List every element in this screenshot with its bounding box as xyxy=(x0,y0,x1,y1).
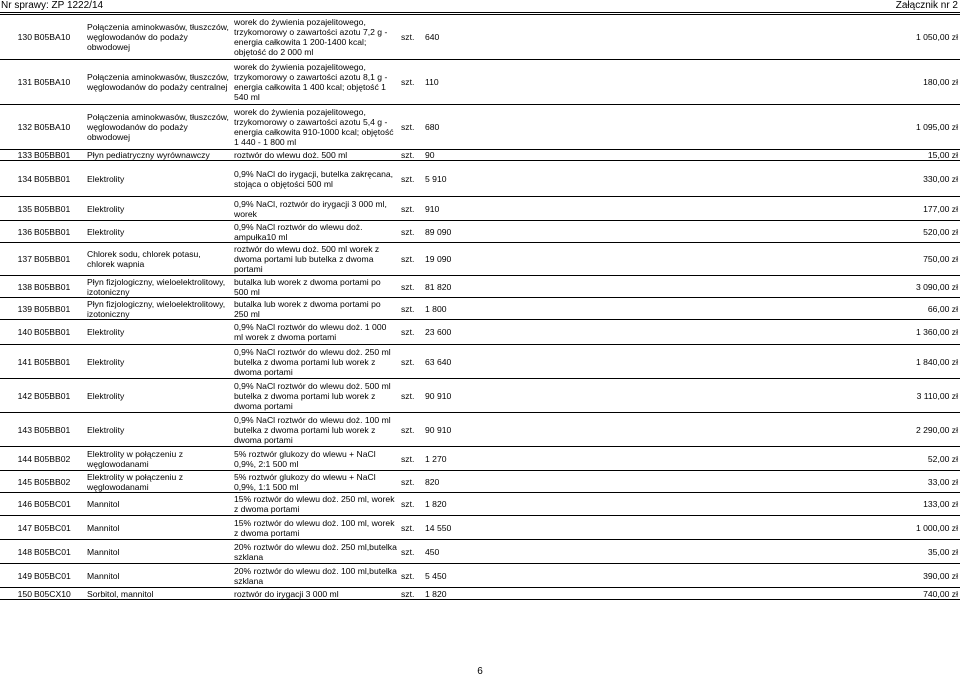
atc-code: B05BA10 xyxy=(34,105,85,150)
product-name: Mannitol xyxy=(85,564,232,588)
price: 33,00 zł xyxy=(475,471,960,493)
product-form: 0,9% NaCl roztwór do wlewu doż. 250 ml butelka z dwoma portami lub worek z dwoma portami xyxy=(232,345,399,379)
atc-code: B05BB01 xyxy=(34,150,85,161)
product-form: butalka lub worek z dwoma portami po 500 ml xyxy=(232,276,399,298)
product-name: Mannitol xyxy=(85,540,232,564)
quantity: 450 xyxy=(423,540,475,564)
atc-code: B05BB01 xyxy=(34,320,85,345)
row-number: 141 xyxy=(0,345,34,379)
table-body xyxy=(0,15,960,600)
quantity: 680 xyxy=(423,105,475,150)
table-row xyxy=(0,345,960,379)
price: 2 290,00 zł xyxy=(475,413,960,447)
unit: szt. xyxy=(399,243,423,276)
unit: szt. xyxy=(399,471,423,493)
table-row xyxy=(0,564,960,588)
product-name: Elektrolity xyxy=(85,345,232,379)
table-row xyxy=(0,150,960,161)
quantity: 81 820 xyxy=(423,276,475,298)
product-form: 0,9% NaCl roztwór do wlewu doż. ampułka10 ml xyxy=(232,221,399,243)
unit: szt. xyxy=(399,221,423,243)
quantity: 820 xyxy=(423,471,475,493)
product-form: worek do żywienia pozajelitowego, trzykomorowy o zawartości azotu 8,1 g - energia całkowita 1 400 kcal; objętość 1 540 ml xyxy=(232,60,399,105)
quantity: 90 910 xyxy=(423,379,475,413)
product-form: roztwór do wlewu doż. 500 ml worek z dwoma portami lub butelka z dwoma portami xyxy=(232,243,399,276)
product-name: Elektrolity xyxy=(85,320,232,345)
atc-code: B05BB01 xyxy=(34,345,85,379)
table-row xyxy=(0,298,960,320)
case-number: Nr sprawy: ZP 1222/14 xyxy=(1,0,104,11)
product-name: Połączenia aminokwasów, tłuszczów, węglowodanów do podaży obwodowej xyxy=(85,15,232,60)
atc-code: B05BB01 xyxy=(34,161,85,197)
price: 390,00 zł xyxy=(475,564,960,588)
table-row xyxy=(0,105,960,150)
price: 3 090,00 zł xyxy=(475,276,960,298)
table-row xyxy=(0,493,960,516)
row-number: 130 xyxy=(0,15,34,60)
product-form: 5% roztwór glukozy do wlewu + NaCl 0,9%, 1:1 500 ml xyxy=(232,471,399,493)
product-form: roztwór do irygacji 3 000 ml xyxy=(232,588,399,600)
unit: szt. xyxy=(399,540,423,564)
product-name: Połączenia aminokwasów, tłuszczów, węglowodanów do podaży centralnej xyxy=(85,60,232,105)
table-row xyxy=(0,276,960,298)
atc-code: B05BB01 xyxy=(34,221,85,243)
row-number: 135 xyxy=(0,197,34,221)
product-form: worek do żywienia pozajelitowego, trzykomorowy o zawartości azotu 7,2 g - energia całkowita 1 200-1400 kcal; objętość do 2 000 ml xyxy=(232,15,399,60)
atc-code: B05BA10 xyxy=(34,60,85,105)
quantity: 19 090 xyxy=(423,243,475,276)
product-form: 0,9% NaCl roztwór do wlewu doż. 100 ml butelka z dwoma portami lub worek z dwoma portami xyxy=(232,413,399,447)
price: 180,00 zł xyxy=(475,60,960,105)
row-number: 132 xyxy=(0,105,34,150)
price: 35,00 zł xyxy=(475,540,960,564)
row-number: 148 xyxy=(0,540,34,564)
row-number: 143 xyxy=(0,413,34,447)
row-number: 134 xyxy=(0,161,34,197)
row-number: 149 xyxy=(0,564,34,588)
unit: szt. xyxy=(399,564,423,588)
attachment-label: Załącznik nr 2 xyxy=(895,0,958,11)
table-row xyxy=(0,471,960,493)
product-name: Elektrolity xyxy=(85,161,232,197)
row-number: 144 xyxy=(0,447,34,471)
price: 133,00 zł xyxy=(475,493,960,516)
quantity: 1 820 xyxy=(423,588,475,600)
price: 52,00 zł xyxy=(475,447,960,471)
quantity: 110 xyxy=(423,60,475,105)
unit: szt. xyxy=(399,150,423,161)
product-name: Elektrolity xyxy=(85,197,232,221)
row-number: 145 xyxy=(0,471,34,493)
product-name: Elektrolity w połączeniu z węglowodanami xyxy=(85,471,232,493)
product-name: Płyn fizjologiczny, wieloelektrolitowy, izotoniczny xyxy=(85,298,232,320)
product-form: 0,9% NaCl roztwór do wlewu doż. 1 000 ml worek z dwoma portami xyxy=(232,320,399,345)
atc-code: B05CX10 xyxy=(34,588,85,600)
row-number: 146 xyxy=(0,493,34,516)
row-number: 136 xyxy=(0,221,34,243)
product-name: Chlorek sodu, chlorek potasu, chlorek wapnia xyxy=(85,243,232,276)
table-row xyxy=(0,320,960,345)
row-number: 140 xyxy=(0,320,34,345)
unit: szt. xyxy=(399,298,423,320)
atc-code: B05BB01 xyxy=(34,413,85,447)
unit: szt. xyxy=(399,276,423,298)
price: 740,00 zł xyxy=(475,588,960,600)
product-form: roztwór do wlewu doż. 500 ml xyxy=(232,150,399,161)
unit: szt. xyxy=(399,516,423,540)
page-header xyxy=(0,0,960,13)
unit: szt. xyxy=(399,105,423,150)
unit: szt. xyxy=(399,447,423,471)
quantity: 640 xyxy=(423,15,475,60)
product-name: Płyn pediatryczny wyrównawczy xyxy=(85,150,232,161)
unit: szt. xyxy=(399,379,423,413)
price: 177,00 zł xyxy=(475,197,960,221)
quantity: 5 910 xyxy=(423,161,475,197)
unit: szt. xyxy=(399,345,423,379)
page-number: 6 xyxy=(477,666,483,677)
price: 1 050,00 zł xyxy=(475,15,960,60)
table-row xyxy=(0,60,960,105)
atc-code: B05BC01 xyxy=(34,540,85,564)
product-name: Płyn fizjologiczny, wieloelektrolitowy, izotoniczny xyxy=(85,276,232,298)
unit: szt. xyxy=(399,320,423,345)
product-name: Elektrolity xyxy=(85,413,232,447)
price: 1 000,00 zł xyxy=(475,516,960,540)
row-number: 147 xyxy=(0,516,34,540)
product-name: Elektrolity xyxy=(85,221,232,243)
product-name: Połączenia aminokwasów, tłuszczów, węglowodanów do podaży obwodowej xyxy=(85,105,232,150)
table-row xyxy=(0,379,960,413)
product-form: 20% roztwór do wlewu doż. 250 ml,butelka szklana xyxy=(232,540,399,564)
product-form: 20% roztwór do wlewu doż. 100 ml,butelka szklana xyxy=(232,564,399,588)
row-number: 139 xyxy=(0,298,34,320)
atc-code: B05BC01 xyxy=(34,516,85,540)
price-table xyxy=(0,14,960,600)
atc-code: B05BB01 xyxy=(34,243,85,276)
row-number: 137 xyxy=(0,243,34,276)
table-row xyxy=(0,197,960,221)
price: 3 110,00 zł xyxy=(475,379,960,413)
unit: szt. xyxy=(399,60,423,105)
product-form: 15% roztwór do wlewu doż. 100 ml, worek z dwoma portami xyxy=(232,516,399,540)
price: 520,00 zł xyxy=(475,221,960,243)
table-row xyxy=(0,15,960,60)
atc-code: B05BA10 xyxy=(34,15,85,60)
product-form: 5% roztwór glukozy do wlewu + NaCl 0,9%, 2:1 500 ml xyxy=(232,447,399,471)
header-rule xyxy=(0,12,960,13)
product-form: 15% roztwór do wlewu doż. 250 ml, worek z dwoma portami xyxy=(232,493,399,516)
unit: szt. xyxy=(399,197,423,221)
atc-code: B05BB01 xyxy=(34,379,85,413)
table-row xyxy=(0,540,960,564)
product-name: Mannitol xyxy=(85,516,232,540)
product-name: Sorbitol, mannitol xyxy=(85,588,232,600)
product-form: worek do żywienia pozajelitowego, trzykomorowy o zawartości azotu 5,4 g - energia całkowita 910-1000 kcal; objętość 1 440 - 1 800 ml xyxy=(232,105,399,150)
quantity: 910 xyxy=(423,197,475,221)
table-row xyxy=(0,221,960,243)
product-form: butalka lub worek z dwoma portami po 250 ml xyxy=(232,298,399,320)
atc-code: B05BC01 xyxy=(34,493,85,516)
quantity: 5 450 xyxy=(423,564,475,588)
price: 750,00 zł xyxy=(475,243,960,276)
product-form: 0,9% NaCl roztwór do wlewu doż. 500 ml butelka z dwoma portami lub worek z dwoma portami xyxy=(232,379,399,413)
row-number: 131 xyxy=(0,60,34,105)
atc-code: B05BC01 xyxy=(34,564,85,588)
quantity: 1 820 xyxy=(423,493,475,516)
price: 1 095,00 zł xyxy=(475,105,960,150)
table-row xyxy=(0,447,960,471)
table-row xyxy=(0,413,960,447)
atc-code: B05BB02 xyxy=(34,447,85,471)
product-name: Elektrolity xyxy=(85,379,232,413)
price: 15,00 zł xyxy=(475,150,960,161)
quantity: 23 600 xyxy=(423,320,475,345)
product-form: 0,9% NaCl do irygacji, butelka zakręcana, stojąca o objętości 500 ml xyxy=(232,161,399,197)
row-number: 142 xyxy=(0,379,34,413)
price: 1 360,00 zł xyxy=(475,320,960,345)
quantity: 1 800 xyxy=(423,298,475,320)
row-number: 133 xyxy=(0,150,34,161)
unit: szt. xyxy=(399,413,423,447)
unit: szt. xyxy=(399,588,423,600)
table-row xyxy=(0,516,960,540)
row-number: 150 xyxy=(0,588,34,600)
atc-code: B05BB01 xyxy=(34,298,85,320)
unit: szt. xyxy=(399,493,423,516)
product-name: Elektrolity w połączeniu z węglowodanami xyxy=(85,447,232,471)
price: 66,00 zł xyxy=(475,298,960,320)
unit: szt. xyxy=(399,161,423,197)
quantity: 63 640 xyxy=(423,345,475,379)
quantity: 14 550 xyxy=(423,516,475,540)
atc-code: B05BB01 xyxy=(34,276,85,298)
atc-code: B05BB01 xyxy=(34,197,85,221)
quantity: 89 090 xyxy=(423,221,475,243)
table-row xyxy=(0,588,960,600)
table-row xyxy=(0,161,960,197)
product-form: 0,9% NaCl, roztwór do irygacji 3 000 ml, worek xyxy=(232,197,399,221)
atc-code: B05BB02 xyxy=(34,471,85,493)
row-number: 138 xyxy=(0,276,34,298)
quantity: 1 270 xyxy=(423,447,475,471)
quantity: 90 xyxy=(423,150,475,161)
table-row xyxy=(0,243,960,276)
price: 1 840,00 zł xyxy=(475,345,960,379)
unit: szt. xyxy=(399,15,423,60)
price: 330,00 zł xyxy=(475,161,960,197)
product-name: Mannitol xyxy=(85,493,232,516)
quantity: 90 910 xyxy=(423,413,475,447)
